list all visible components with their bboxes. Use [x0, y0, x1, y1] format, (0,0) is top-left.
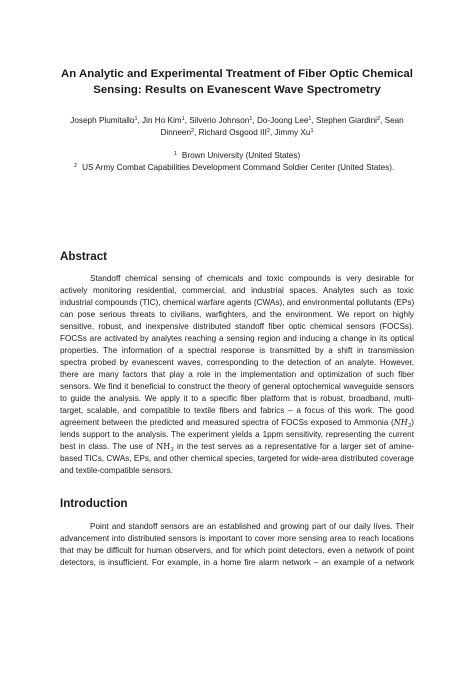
author-line	[60, 115, 414, 127]
author-list	[60, 115, 414, 139]
affiliation-mark: 2	[191, 128, 195, 134]
abstract-line	[60, 417, 414, 429]
author-name: , Silverio Johnson	[184, 116, 250, 125]
affiliation-mark: 1	[181, 116, 185, 122]
author-name: , Sean	[380, 116, 404, 125]
affiliation-number: 1	[173, 151, 177, 157]
introduction-body	[60, 521, 414, 569]
title-line: An Analytic and Experimental Treatment of Fiber Optic Chemical	[60, 68, 414, 80]
author-name: , Do-Joong Lee	[252, 116, 309, 125]
affiliation-list	[60, 150, 414, 174]
affiliation-mark: 2	[266, 128, 270, 134]
intro-line: Point and standoff sensors are an established and growing part of our daily lives. Their	[90, 522, 414, 531]
formula-text: NH	[156, 442, 171, 451]
formula-text: NH	[393, 418, 408, 427]
abstract-line: sensitive, robust, and inexpensive distributed standoff fiber optic chemical sensors (FOCSs).	[60, 322, 414, 331]
abstract-text: agreement between the predicted and measured spectra of FOCSs exposed to Ammonia (	[60, 418, 394, 427]
abstract-line: target, scalable, and compatible to textile fibers and fabrics – a focus of this work. The good	[60, 406, 414, 415]
abstract-line: based TICs, CWAs, EPs, and other chemical species, targeted for wide-area distributed coverage	[60, 454, 414, 463]
title-line: Sensing: Results on Evanescent Wave Spectrometry	[93, 84, 381, 96]
author-name: , Jimmy Xu	[269, 128, 311, 137]
abstract-text: best in class. The use of	[60, 442, 157, 451]
affiliation-mark: 1	[134, 116, 138, 122]
abstract-line: FOCSs are activated by analytes reaching a sensing region and inducing a change in its optical	[60, 334, 414, 343]
affiliation	[60, 150, 414, 162]
abstract-line: sensors. We find it beneficial to construct the theory of general optochemical waveguide sensors	[60, 382, 414, 391]
abstract-line: actively monitoring residential, commercial, and industrial spaces. Analytes such as toxic	[60, 286, 414, 295]
author-name: , Richard Osgood III	[194, 128, 267, 137]
intro-line: detectors, is insufficient. For example, in a home fire alarm network – an example of a network	[60, 558, 414, 567]
affiliation-number: 2	[74, 163, 78, 169]
author-name: Dinneen	[160, 128, 191, 137]
intro-line: advancement into distributed sensors is important to cover more sensing area to reach locations	[60, 534, 414, 543]
abstract-line: can pose serious threats to civilians, warfighters, and the environment. We report on highly	[60, 310, 414, 319]
abstract-line	[60, 441, 414, 453]
ammonia-formula	[156, 442, 173, 451]
abstract-line: and textile-compatible sensors.	[60, 466, 173, 475]
paper-title	[60, 66, 414, 98]
formula-subscript: 3	[170, 447, 174, 453]
abstract-line: to guide the analysis. We apply it to a specific fiber platform that is robust, broadband, multi-	[60, 394, 414, 403]
author-name: Joseph Plumitallo	[70, 116, 135, 125]
author-line	[60, 127, 414, 139]
affiliation-text: US Army Combat Capabilities Development Command Soldier Center (United States).	[82, 163, 395, 172]
affiliation-text: Brown University (United States)	[181, 151, 301, 160]
introduction-heading: Introduction	[60, 497, 128, 510]
formula-subscript: 3	[407, 423, 412, 429]
author-name: , Jin Ho Kim	[137, 116, 182, 125]
abstract-line: properties. The information of a spectral response is transmitted by a shift in transmission	[60, 346, 414, 355]
author-name: , Stephen Giardini	[311, 116, 377, 125]
abstract-text: in the test serves as a representative for a larger set of amine-	[173, 442, 414, 451]
abstract-line: industrial compounds (TIC), chemical warfare agents (CWAs), and environmental pollutants (EPs)	[60, 298, 415, 307]
affiliation	[60, 162, 414, 174]
affiliation-mark: 1	[310, 128, 314, 134]
abstract-text: )	[411, 418, 414, 427]
abstract-line: lends support to the analysis. The experiment yields a 1ppm sensitivity, representing the current	[60, 430, 414, 439]
affiliation-mark: 1	[249, 116, 253, 122]
affiliation-mark: 2	[377, 116, 381, 122]
abstract-body	[60, 273, 414, 477]
abstract-heading: Abstract	[60, 250, 108, 263]
abstract-line: spectra probed by evanescent waves, corresponding to the detection of an analyte. However,	[60, 358, 414, 367]
paper-page	[0, 66, 474, 679]
abstract-line: Standoff chemical sensing of chemicals and toxic compounds is very desirable for	[90, 274, 414, 283]
affiliation-mark: 1	[308, 116, 312, 122]
intro-line: that may be difficult for human observers, and for which point detectors, even a network of point	[60, 546, 414, 555]
abstract-line: there are many factors that play a role in the implementation and optimization of such fiber	[60, 370, 414, 379]
ammonia-formula	[394, 418, 411, 427]
